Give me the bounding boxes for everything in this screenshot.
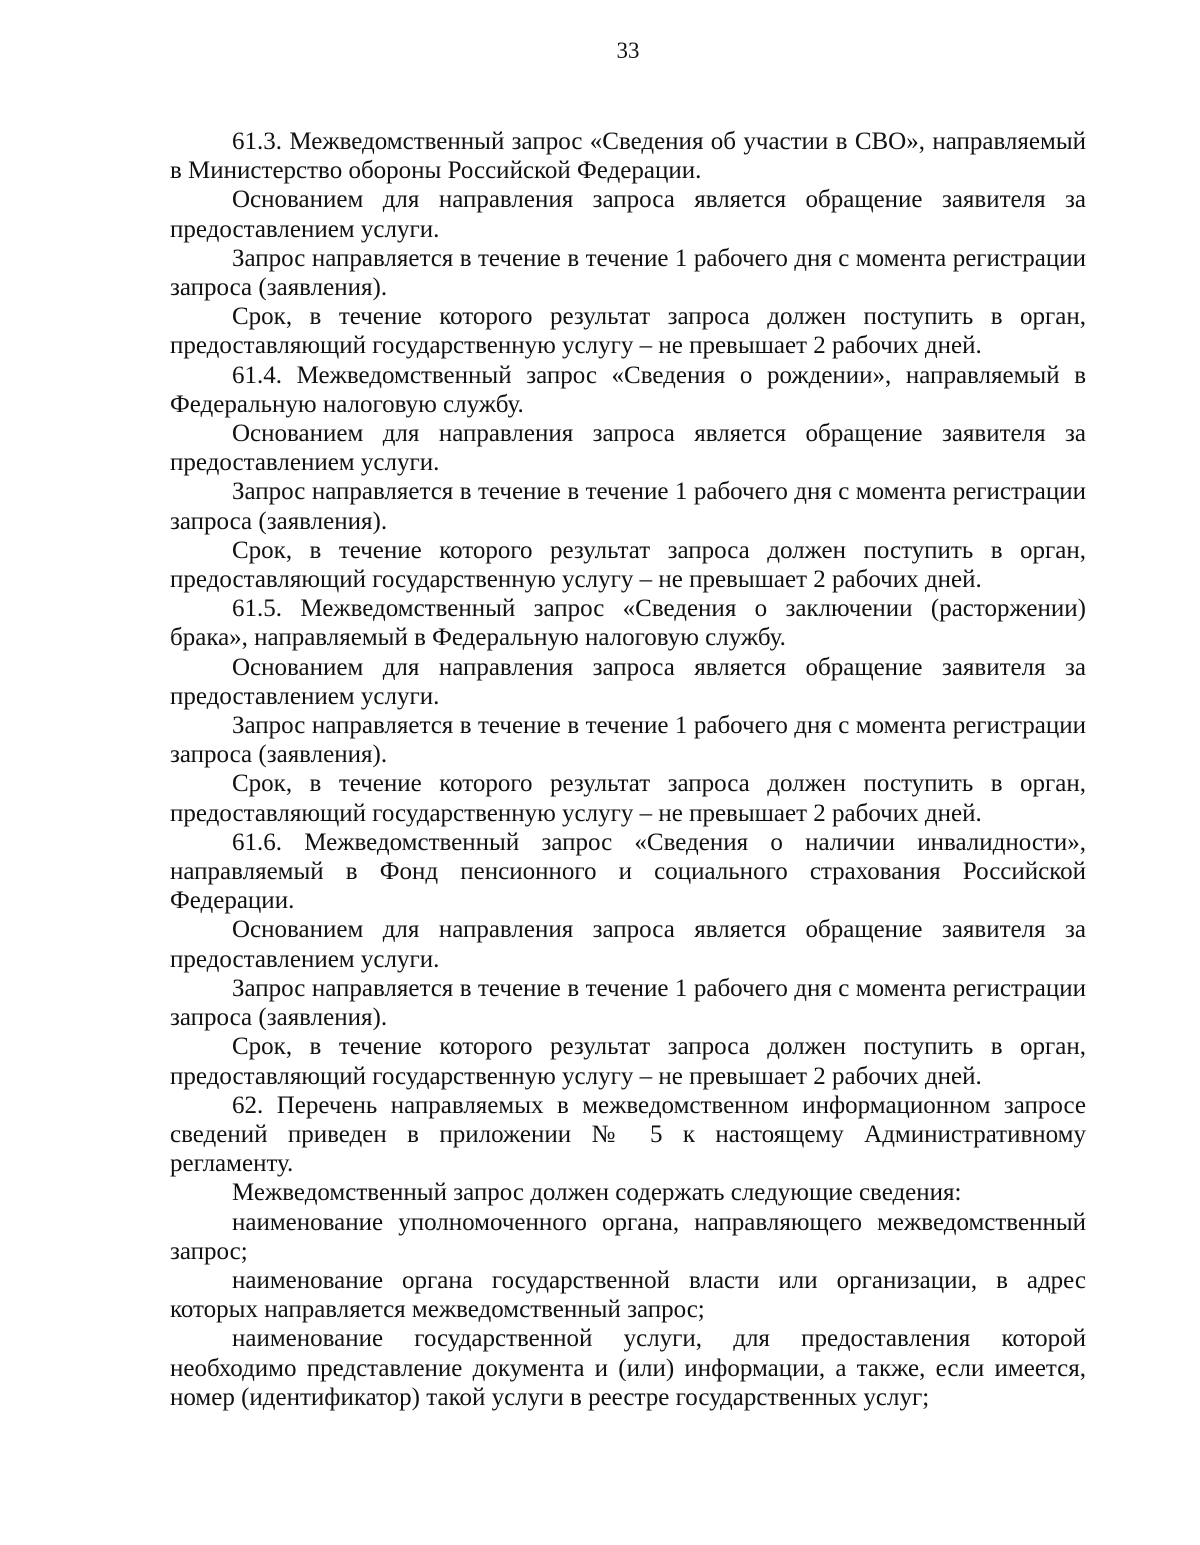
paragraph-61-4: 61.4. Межведомственный запрос «Сведения о рождении», направляемый в Федеральную налоговую службу. — [170, 361, 1086, 418]
paragraph: Срок, в течение которого результат запроса должен поступить в орган, предоставляющий государственную услугу – не превышает 2 рабочих дней. — [170, 536, 1086, 594]
document-body — [170, 127, 1086, 1412]
paragraph: Основанием для направления запроса является обращение заявителя за предоставлением услуги. — [170, 420, 1086, 477]
paragraph: Срок, в течение которого результат запроса должен поступить в орган, предоставляющий государственную услугу – не превышает 2 рабочих дней. — [170, 1033, 1086, 1090]
paragraph: Основанием для направления запроса является обращение заявителя за предоставлением услуги. — [170, 653, 1086, 710]
paragraph: Межведомственный запрос должен содержать следующие сведения: — [232, 1179, 962, 1207]
paragraph-61-3: 61.3. Межведомственный запрос «Сведения об участии в СВО», направляемый в Министерство обороны Российской Федерации. — [170, 128, 1086, 185]
paragraph: Запрос направляется в течение в течение 1 рабочего дня с момента регистрации запроса (заявления). — [170, 974, 1086, 1032]
page-number: 33 — [616, 38, 640, 63]
paragraph-61-5: 61.5. Межведомственный запрос «Сведения о заключении (расторжении) брака», направляемый в Федеральную налоговую службу. — [170, 595, 1086, 652]
paragraph: Запрос направляется в течение в течение 1 рабочего дня с момента регистрации запроса (заявления). — [170, 244, 1086, 302]
paragraph: Основанием для направления запроса является обращение заявителя за предоставлением услуги. — [170, 186, 1086, 243]
paragraph-62: 62. Перечень направляемых в межведомственном информационном запросе сведений приведен в приложении № 5 к настоящему Административному регламенту. — [170, 1091, 1086, 1178]
paragraph: Основанием для направления запроса является обращение заявителя за предоставлением услуги. — [170, 916, 1086, 973]
list-item: наименование государственной услуги, для предоставления которой необходимо представление документа и (или) информации, а также, если имеется, номер (идентификатор) такой услуги в реестре государственных услуг; — [170, 1325, 1086, 1411]
paragraph: Запрос направляется в течение в течение 1 рабочего дня с момента регистрации запроса (заявления). — [170, 478, 1086, 535]
paragraph: Запрос направляется в течение в течение 1 рабочего дня с момента регистрации запроса (заявления). — [170, 712, 1086, 769]
list-item: наименование уполномоченного органа, направляющего межведомственный запрос; — [170, 1208, 1086, 1265]
paragraph: Срок, в течение которого результат запроса должен поступить в орган, предоставляющий государственную услугу – не превышает 2 рабочих дней. — [170, 770, 1086, 827]
paragraph-61-6: 61.6. Межведомственный запрос «Сведения о наличии инвалидности», направляемый в Фонд пенсионного и социального страхования Российской Федерации. — [170, 828, 1086, 915]
list-item: наименование органа государственной власти или организации, в адрес которых направляется межведомственный запрос; — [170, 1266, 1086, 1324]
paragraph: Срок, в течение которого результат запроса должен поступить в орган, предоставляющий государственную услугу – не превышает 2 рабочих дней. — [170, 303, 1086, 360]
